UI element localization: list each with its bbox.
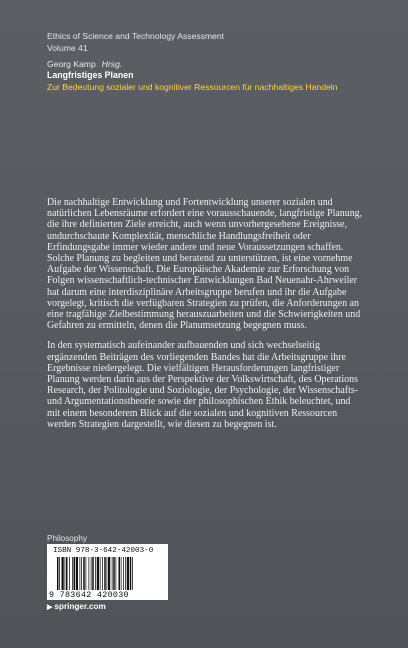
blurb-paragraph: In den systematisch aufeinander aufbauenden und sich wechselseitig ergänzenden Beiträgen des vorliegenden Bandes hat die Arbeitsgruppe ihre Ergebnisse niedergelegt. Die vielfältigen Herausforderungen langfristiger Planung werden darin aus der Perspektive der Volkswirtschaft, des Operations Research, der Politologie und Soziologie, der Psychologie, der Wissenschafts- und Argumentationstheorie sowie der philosophischen Ethik beleuchtet, und mit einem besonderem Blick auf die sozialen und kognitiven Ressourcen werden Strategien dargestellt, wie diesen zu begegnen ist. bbox=[47, 340, 359, 430]
publisher-url: springer.com bbox=[54, 602, 106, 611]
book-title: Langfristiges Planen bbox=[47, 70, 134, 80]
author-role: Hrsg. bbox=[101, 59, 123, 69]
isbn-text: ISBN 978-3-642-42003-0 bbox=[53, 547, 154, 555]
series-info bbox=[47, 30, 224, 54]
barcode-digits: 9 783642 420030 bbox=[49, 590, 129, 600]
barcode-icon bbox=[57, 557, 158, 590]
series-volume: Volume 41 bbox=[47, 43, 88, 53]
barcode-panel bbox=[47, 544, 168, 600]
category-label: Philosophy bbox=[47, 534, 88, 543]
series-name: Ethics of Science and Technology Assessment bbox=[47, 31, 225, 41]
triangle-right-icon: ▶ bbox=[47, 604, 53, 611]
author-name: Georg Kamp bbox=[47, 59, 96, 69]
book-subtitle: Zur Bedeutung sozialer und kognitiver Ressourcen für nachhaltiges Handeln bbox=[47, 82, 338, 92]
publisher-link[interactable] bbox=[47, 602, 106, 613]
blurb-text bbox=[47, 197, 365, 439]
blurb-paragraph: Die nachhaltige Entwicklung und Fortentwicklung unserer sozialen und natürlichen Lebensräume erfordert eine vorausschauende, langfristige Planung, die ihre definierten Ziele erreicht, auch wenn unvorhergesehene Ereignisse, undurchschaute Komplexität, menschliche Handlungsfreiheit oder Erfindungsgabe immer wieder andere und neue Voraussetzungen schaffen. Solche Planung zu begleiten und beratend zu unterstützen, ist eine vornehme Aufgabe der Wissenschaft. Die Europäische Akademie zur Erforschung von Folgen wissenschaftlich-technischer Entwicklungen Bad Neuenahr-Ahrweiler hat darum eine interdisziplinäre Arbeitsgruppe berufen und ihr die Aufgabe vorgelegt, kritisch die verfügbaren Strategien zu prüfen, die Anforderungen an eine tragfähige Zielbestimmung herauszuarbeiten und die Schwierigkeiten und Gefahren zu ermitteln, denen die Planumsetzung begegnen muss. bbox=[47, 197, 363, 332]
